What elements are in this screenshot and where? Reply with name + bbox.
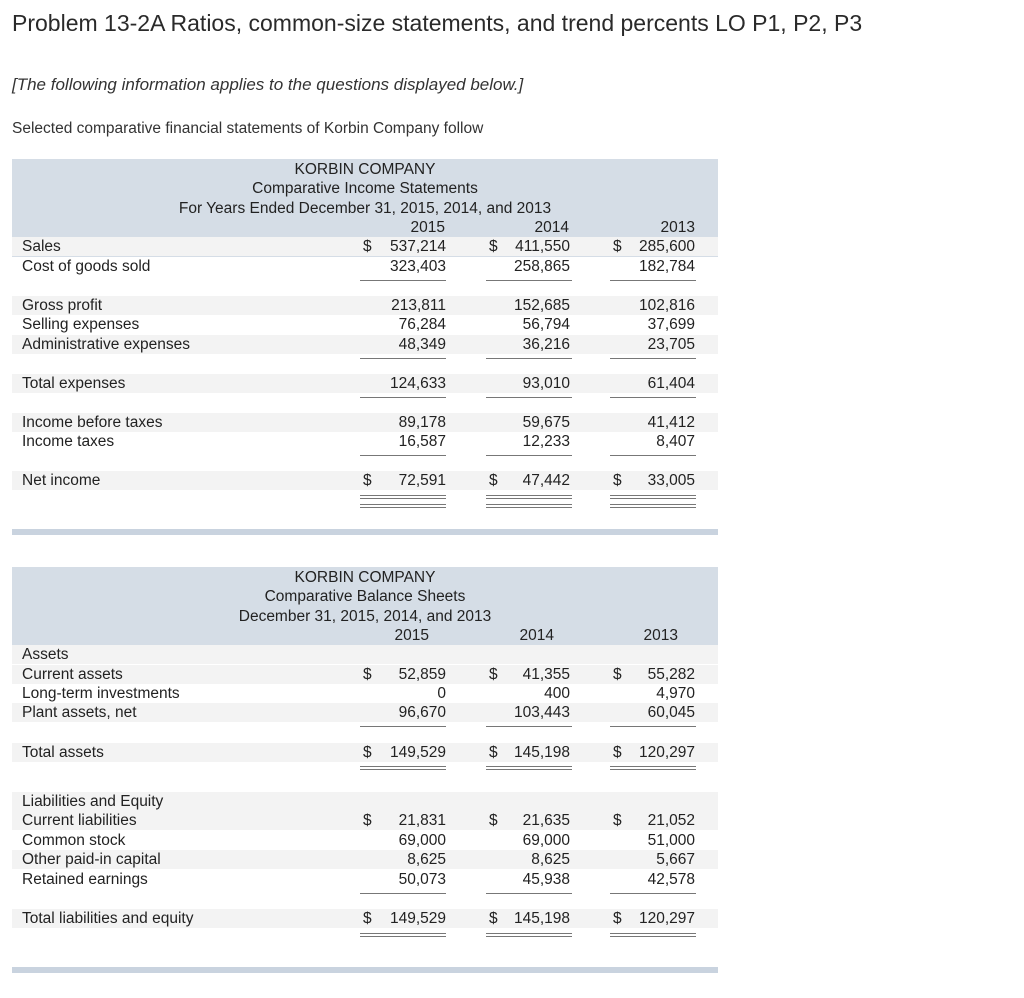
problem-title: Problem 13-2A Ratios, common-size statements, and trend percents LO P1, P2, P3 (12, 10, 863, 36)
income-statement-period: For Years Ended December 31, 2015, 2014, and 2013 (178, 200, 552, 217)
cell-value-2015: 323,403 (389, 258, 446, 275)
underline-rule (610, 726, 696, 727)
currency-symbol: $ (613, 910, 622, 927)
table-row (12, 870, 718, 889)
cell-value-2015: 89,178 (398, 414, 446, 431)
cell-value-2014: 41,355 (522, 666, 570, 683)
row-label: Gross profit (22, 297, 103, 314)
row-label: Income taxes (22, 433, 115, 450)
row-label: Total assets (22, 744, 104, 761)
double-underline-rule (360, 933, 446, 934)
table-row (12, 811, 718, 830)
cell-value-2014: 8,625 (531, 851, 570, 868)
cell-value-2015: 16,587 (398, 433, 446, 450)
cell-value-2014: 411,550 (515, 238, 570, 255)
balance-company-name: KORBIN COMPANY (294, 569, 436, 586)
cell-value-2014: 69,000 (522, 832, 570, 849)
currency-symbol: $ (363, 472, 372, 489)
cell-value-2014: 152,685 (513, 297, 570, 314)
income-statement-table (12, 159, 718, 537)
currency-symbol: $ (613, 472, 622, 489)
row-label: Income before taxes (22, 414, 163, 431)
table-row (12, 645, 718, 664)
currency-symbol: $ (363, 812, 372, 829)
underline-rule (486, 455, 572, 456)
underline-rule (486, 280, 572, 281)
double-underline-rule (486, 495, 572, 496)
balance-year-2014: 2014 (519, 627, 554, 644)
row-label: Current assets (22, 666, 123, 683)
income-year-2014: 2014 (534, 219, 569, 236)
underline-rule (486, 397, 572, 398)
cell-value-2015: 149,529 (389, 744, 446, 761)
cell-value-2015: 48,349 (398, 336, 446, 353)
currency-symbol: $ (363, 910, 372, 927)
cell-value-2014: 21,635 (522, 812, 570, 829)
income-statement-name: Comparative Income Statements (252, 180, 478, 197)
table-row (12, 237, 718, 256)
double-underline-rule (360, 769, 446, 770)
cell-value-2014: 103,443 (513, 704, 570, 721)
cell-value-2015: 52,859 (398, 666, 446, 683)
cell-value-2013: 23,705 (647, 336, 695, 353)
cell-value-2014: 45,938 (522, 871, 570, 888)
cell-value-2013: 120,297 (638, 910, 695, 927)
double-underline-rule (610, 504, 696, 505)
cell-value-2014: 145,198 (513, 744, 570, 761)
table-row (12, 703, 718, 722)
row-label: Liabilities and Equity (22, 793, 164, 810)
cell-value-2013: 61,404 (647, 375, 695, 392)
income-table-bottom-bar (12, 529, 718, 535)
underline-rule (360, 397, 446, 398)
underline-rule (486, 358, 572, 359)
underline-rule (610, 455, 696, 456)
underline-rule (610, 358, 696, 359)
cell-value-2013: 120,297 (638, 744, 695, 761)
cell-value-2015: 69,000 (398, 832, 446, 849)
cell-value-2013: 21,052 (647, 812, 695, 829)
cell-value-2014: 400 (544, 685, 570, 702)
double-underline-rule (486, 933, 572, 934)
cell-value-2014: 145,198 (513, 910, 570, 927)
cell-value-2015: 124,633 (389, 375, 446, 392)
underline-rule (360, 893, 446, 894)
double-underline-rule (486, 766, 572, 767)
balance-year-2013: 2013 (643, 627, 678, 644)
table-row (12, 471, 718, 490)
underline-rule (486, 726, 572, 727)
cell-value-2015: 21,831 (398, 812, 446, 829)
currency-symbol: $ (489, 666, 498, 683)
cell-value-2015: 537,214 (389, 238, 446, 255)
cell-value-2015: 8,625 (407, 851, 446, 868)
cell-value-2015: 0 (437, 685, 446, 702)
currency-symbol: $ (363, 666, 372, 683)
table-row (12, 743, 718, 762)
balance-sheet-name: Comparative Balance Sheets (264, 588, 466, 605)
currency-symbol: $ (613, 666, 622, 683)
double-underline-rule (360, 504, 446, 505)
table-row (12, 850, 718, 869)
row-label: Retained earnings (22, 871, 148, 888)
row-label: Selling expenses (22, 316, 140, 333)
cell-value-2015: 76,284 (398, 316, 446, 333)
currency-symbol: $ (489, 238, 498, 255)
income-company-name: KORBIN COMPANY (294, 161, 436, 178)
income-year-2013: 2013 (660, 219, 695, 236)
double-underline-rule (360, 498, 446, 499)
cell-value-2014: 59,675 (522, 414, 570, 431)
currency-symbol: $ (613, 744, 622, 761)
row-label: Other paid-in capital (22, 851, 161, 868)
cell-value-2015: 213,811 (391, 297, 446, 314)
row-label: Total liabilities and equity (22, 910, 194, 927)
underline-rule (610, 893, 696, 894)
underline-rule (610, 280, 696, 281)
double-underline-rule (610, 766, 696, 767)
row-label: Cost of goods sold (22, 258, 151, 275)
balance-table-bottom-bar (12, 967, 718, 973)
currency-symbol: $ (363, 238, 372, 255)
cell-value-2013: 102,816 (638, 297, 695, 314)
row-label: Assets (22, 646, 69, 663)
table-row (12, 335, 718, 354)
currency-symbol: $ (489, 910, 498, 927)
underline-rule (360, 455, 446, 456)
table-row (12, 257, 718, 276)
currency-symbol: $ (489, 472, 498, 489)
cell-value-2014: 47,442 (522, 472, 570, 489)
underline-rule (360, 358, 446, 359)
cell-value-2014: 12,233 (522, 433, 570, 450)
cell-value-2014: 36,216 (522, 336, 570, 353)
cell-value-2014: 56,794 (522, 316, 570, 333)
balance-sheet-period: December 31, 2015, 2014, and 2013 (238, 608, 492, 625)
double-underline-rule (486, 498, 572, 499)
cell-value-2013: 55,282 (647, 666, 695, 683)
cell-value-2015: 72,591 (398, 472, 446, 489)
cell-value-2013: 60,045 (647, 704, 695, 721)
table-row (12, 315, 718, 334)
income-year-2015: 2015 (410, 219, 445, 236)
cell-value-2015: 50,073 (398, 871, 446, 888)
cell-value-2013: 285,600 (638, 238, 695, 255)
balance-sheet-header (12, 567, 718, 645)
table-row (12, 374, 718, 393)
double-underline-rule (610, 936, 696, 937)
row-label: Current liabilities (22, 812, 137, 829)
currency-symbol: $ (489, 744, 498, 761)
row-label: Long-term investments (22, 685, 180, 702)
row-label: Sales (22, 238, 61, 255)
table-row (12, 792, 718, 811)
currency-symbol: $ (489, 812, 498, 829)
cell-value-2013: 51,000 (647, 832, 695, 849)
cell-value-2013: 42,578 (647, 871, 695, 888)
double-underline-rule (360, 936, 446, 937)
double-underline-rule (610, 507, 696, 508)
underline-rule (486, 893, 572, 894)
row-label: Net income (22, 472, 101, 489)
currency-symbol: $ (363, 744, 372, 761)
double-underline-rule (610, 495, 696, 496)
cell-value-2013: 5,667 (656, 851, 695, 868)
cell-value-2014: 93,010 (522, 375, 570, 392)
row-label: Administrative expenses (22, 336, 190, 353)
cell-value-2014: 258,865 (513, 258, 570, 275)
double-underline-rule (610, 933, 696, 934)
row-label: Total expenses (22, 375, 126, 392)
underline-rule (360, 280, 446, 281)
row-label: Common stock (22, 832, 126, 849)
table-row (12, 665, 718, 684)
cell-value-2013: 8,407 (656, 433, 695, 450)
double-underline-rule (486, 507, 572, 508)
cell-value-2013: 33,005 (647, 472, 695, 489)
double-underline-rule (610, 498, 696, 499)
cell-value-2015: 96,670 (398, 704, 446, 721)
intro-text: Selected comparative financial statements of Korbin Company follow (12, 120, 484, 137)
double-underline-rule (610, 769, 696, 770)
double-underline-rule (486, 936, 572, 937)
info-note: [The following information applies to the questions displayed below.] (12, 75, 524, 94)
cell-value-2013: 37,699 (647, 316, 695, 333)
balance-sheet-table (12, 567, 718, 975)
currency-symbol: $ (613, 812, 622, 829)
cell-value-2013: 41,412 (647, 414, 695, 431)
cell-value-2015: 149,529 (389, 910, 446, 927)
double-underline-rule (360, 495, 446, 496)
cell-value-2013: 4,970 (656, 685, 695, 702)
table-row (12, 831, 718, 850)
cell-value-2013: 182,784 (638, 258, 695, 275)
row-label: Plant assets, net (22, 704, 137, 721)
table-row (12, 909, 718, 928)
table-row (12, 684, 718, 703)
double-underline-rule (360, 766, 446, 767)
double-underline-rule (486, 769, 572, 770)
double-underline-rule (486, 504, 572, 505)
currency-symbol: $ (613, 238, 622, 255)
table-row (12, 296, 718, 315)
underline-rule (360, 726, 446, 727)
balance-year-2015: 2015 (394, 627, 429, 644)
underline-rule (610, 397, 696, 398)
table-row (12, 413, 718, 432)
double-underline-rule (360, 507, 446, 508)
table-row (12, 432, 718, 451)
